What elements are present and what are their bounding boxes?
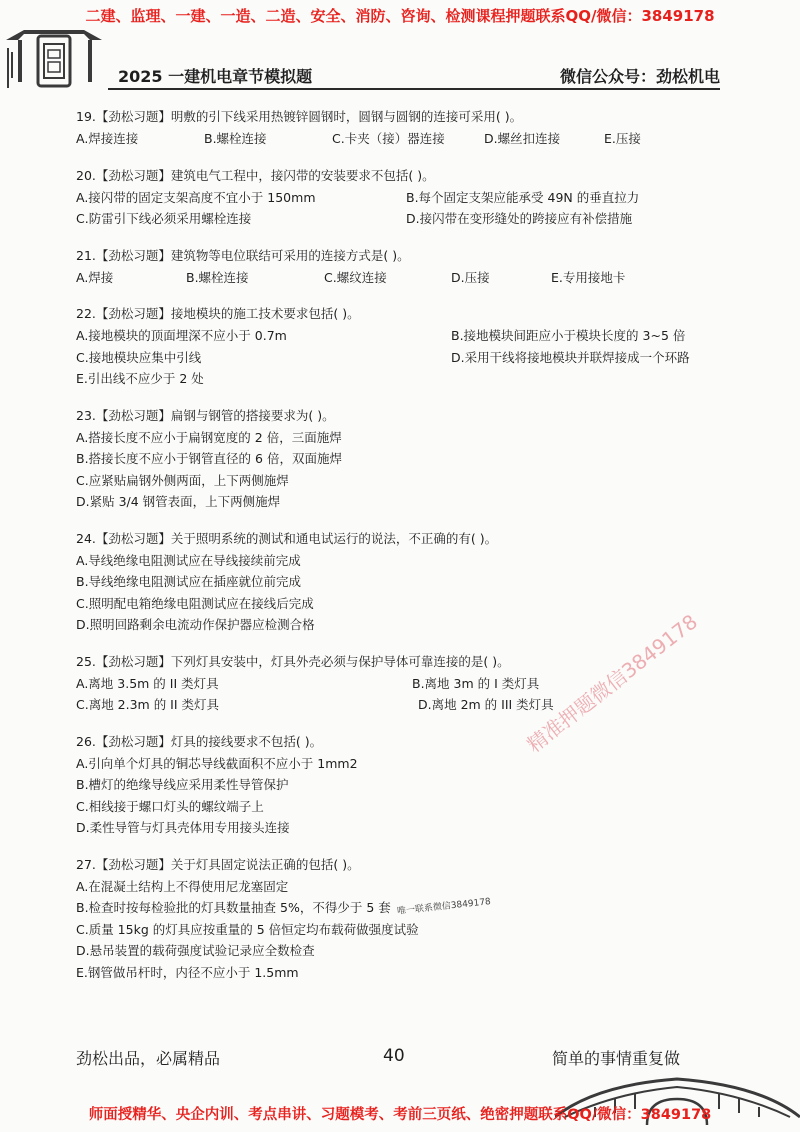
bottom-banner: 师面授精华、央企内训、考点串讲、习题模考、考前三页纸、绝密押题联系QQ/微信：3849178 xyxy=(88,1107,712,1123)
page-header xyxy=(108,62,720,90)
question-text: 24.【劲松习题】关于照明系统的测试和通电试运行的说法，不正确的有( )。 xyxy=(76,530,498,546)
option-c: C.相线接于螺口灯头的螺纹端子上 xyxy=(76,798,264,814)
option-a: A.离地 3.5m 的 II 类灯具 xyxy=(76,675,219,691)
question-19 xyxy=(76,106,756,150)
option-c: C.螺纹连接 xyxy=(324,269,387,285)
option-row xyxy=(76,673,756,695)
question-20 xyxy=(76,165,756,230)
option-b: B.每个固定支架应能承受 49N 的垂直拉力 xyxy=(406,189,640,205)
option-b: B.螺栓连接 xyxy=(186,269,249,285)
footer-slogan-left: 劲松出品，必属精品 xyxy=(76,1049,221,1068)
page-number: 40 xyxy=(383,1046,405,1066)
option-e: E.压接 xyxy=(604,131,641,146)
question-text: 19.【劲松习题】明敷的引下线采用热镀锌圆钢时，圆钢与圆钢的连接可采用( )。 xyxy=(76,109,523,124)
option-e: E.钢管做吊杆时，内径不应小于 1.5mm xyxy=(76,964,299,980)
question-text: 23.【劲松习题】扁钢与钢管的搭接要求为( )。 xyxy=(76,407,335,423)
option-row xyxy=(76,128,756,150)
question-27 xyxy=(76,854,756,984)
question-24 xyxy=(76,528,756,636)
option-b: B.槽灯的绝缘导线应采用柔性导管保护 xyxy=(76,777,289,792)
option-b: B.搭接长度不应小于钢管直径的 6 倍，双面施焊 xyxy=(76,451,342,466)
question-22 xyxy=(76,303,756,390)
top-banner: 二建、监理、一建、一造、二造、安全、消防、咨询、检测课程押题联系QQ/微信：3849178 xyxy=(85,7,715,25)
option-e: E.引出线不应少于 2 处 xyxy=(76,371,204,386)
watermark-text: 精准押题微信3849178 xyxy=(522,609,702,758)
footer-slogan-right: 简单的事情重复做 xyxy=(552,1049,681,1068)
option-row xyxy=(76,897,756,919)
option-row xyxy=(76,267,756,289)
option-b: B.导线绝缘电阻测试应在插座就位前完成 xyxy=(76,574,302,589)
question-23 xyxy=(76,405,756,513)
option-a: A.接闪带的固定支架高度不宜小于 150mm xyxy=(76,189,316,205)
question-text: 26.【劲松习题】灯具的接线要求不包括( )。 xyxy=(76,733,323,749)
question-text: 20.【劲松习题】建筑电气工程中，接闪带的安装要求不包括( )。 xyxy=(76,167,435,183)
option-c: C.照明配电箱绝缘电阻测试应在接线后完成 xyxy=(76,595,314,611)
option-b: B.检查时按每检验批的灯具数量抽查 5%，不得少于 5 套 xyxy=(76,900,391,915)
option-a: A.焊接 xyxy=(76,269,114,285)
option-a: A.焊接连接 xyxy=(76,131,139,146)
option-row xyxy=(76,208,756,230)
option-row xyxy=(76,694,756,716)
option-e: E.专用接地卡 xyxy=(551,269,626,285)
question-21 xyxy=(76,245,756,289)
option-a: A.接地模块的顶面埋深不应小于 0.7m xyxy=(76,328,287,343)
handwritten-note: 唯一联系微信3849178 xyxy=(396,897,492,917)
question-text: 25.【劲松习题】下列灯具安装中，灯具外壳必须与保护导体可靠连接的是( )。 xyxy=(76,653,510,669)
option-c: C.卡夹（接）器连接 xyxy=(332,131,445,146)
option-d: D.柔性导管与灯具壳体用专用接头连接 xyxy=(76,820,290,835)
option-c: C.防雷引下线必须采用螺栓连接 xyxy=(76,211,252,226)
option-a: A.引向单个灯具的铜芯导线截面积不应小于 1mm2 xyxy=(76,755,358,771)
option-row xyxy=(76,347,756,369)
question-list xyxy=(76,106,756,998)
option-row xyxy=(76,325,756,347)
option-a: A.搭接长度不应小于扁钢宽度的 2 倍，三面施焊 xyxy=(76,429,342,445)
option-d: D.采用干线将接地模块并联焊接成一个环路 xyxy=(451,349,690,365)
option-row xyxy=(76,187,756,209)
wechat-account-label: 微信公众号：劲松机电 xyxy=(559,67,720,86)
option-d: D.紧贴 3/4 钢管表面，上下两侧施焊 xyxy=(76,494,281,509)
option-d: D.压接 xyxy=(451,269,490,285)
option-d: D.照明回路剩余电流动作保护器应检测合格 xyxy=(76,617,315,632)
option-a: A.导线绝缘电阻测试应在导线接续前完成 xyxy=(76,552,301,568)
option-b: B.螺栓连接 xyxy=(204,131,267,146)
option-d: D.螺丝扣连接 xyxy=(484,131,561,146)
option-d: D.悬吊装置的载荷强度试验记录应全数检查 xyxy=(76,943,315,958)
option-c: C.质量 15kg 的灯具应按重量的 5 倍恒定均布载荷做强度试验 xyxy=(76,921,419,937)
question-text: 27.【劲松习题】关于灯具固定说法正确的包括( )。 xyxy=(76,856,360,872)
option-c: C.应紧贴扁钢外侧两面，上下两侧施焊 xyxy=(76,472,289,488)
option-b: B.离地 3m 的 I 类灯具 xyxy=(412,675,540,691)
option-c: C.离地 2.3m 的 II 类灯具 xyxy=(76,697,220,712)
option-row xyxy=(76,368,756,390)
question-26 xyxy=(76,731,756,839)
option-d: D.离地 2m 的 III 类灯具 xyxy=(418,697,554,712)
option-b: B.接地模块间距应小于模块长度的 3~5 倍 xyxy=(451,328,686,343)
option-a: A.在混凝土结构上不得使用尼龙塞固定 xyxy=(76,878,289,894)
logo-emblem-icon xyxy=(4,18,104,90)
question-text: 21.【劲松习题】建筑物等电位联结可采用的连接方式是( )。 xyxy=(76,247,410,263)
question-text: 22.【劲松习题】接地模块的施工技术要求包括( )。 xyxy=(76,306,360,321)
option-d: D.接闪带在变形缝处的跨接应有补偿措施 xyxy=(406,211,633,226)
document-title: 2025 一建机电章节模拟题 xyxy=(118,67,313,86)
option-c: C.接地模块应集中引线 xyxy=(76,349,202,365)
